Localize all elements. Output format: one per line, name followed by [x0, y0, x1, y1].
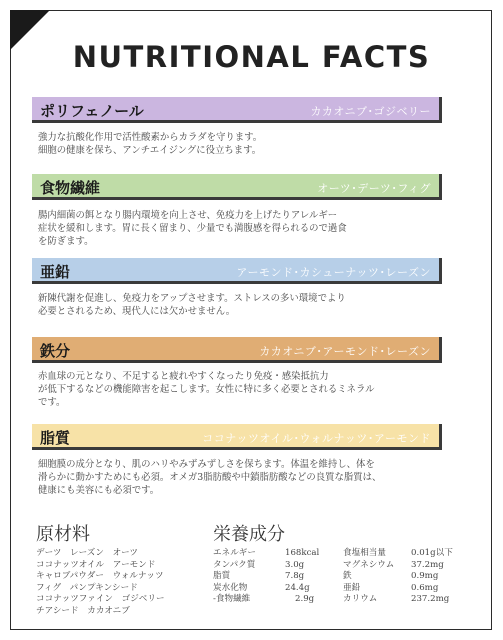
description-line: が低下するなどの機能障害を起こします。女性に特に多く必要とされるミネラル [38, 384, 375, 395]
nutrient-label: 炭水化物 [213, 582, 248, 593]
nutrient-label: -食物繊維 [213, 594, 251, 605]
nutrient-label: 脂質 [213, 571, 231, 582]
nutrient-label: エネルギー [213, 548, 256, 558]
table-row [213, 548, 453, 560]
nutrient-value: 3.0g [285, 559, 305, 570]
section-sources: アーモンド･カシューナッツ･レーズン [236, 266, 431, 279]
section-name: 食物繊維 [40, 179, 101, 197]
section-bar-fat [32, 424, 442, 450]
ingredient-line: キャロブパウダー ウォルナッツ [36, 571, 164, 582]
section-name: 脂質 [40, 429, 71, 447]
section-sources: カカオニブ･アーモンド･レーズン [259, 345, 431, 358]
section-name: ポリフェノール [40, 102, 144, 120]
section-description-polyphenol [38, 131, 468, 157]
nutrition-table [213, 548, 453, 606]
section-sources: オーツ･デーツ･フィグ [317, 182, 431, 195]
section-name: 鉄分 [40, 342, 71, 360]
nutrient-value: 0.6mg [411, 582, 439, 593]
description-line: 健康にも美容にも必須です。 [38, 485, 160, 496]
description-line: 細胞の健康を保ち、アンチエイジングに役立ちます。 [38, 145, 262, 156]
nutrient-label: マグネシウム [343, 559, 395, 570]
nutrient-value: 37.2mg [411, 559, 444, 570]
section-description-zinc [38, 292, 468, 318]
ingredients-heading: 原材料 [36, 524, 90, 545]
nutrient-value: 7.8g [285, 571, 305, 582]
table-row [213, 594, 453, 606]
section-description-fat [38, 458, 468, 497]
section-sources: カカオニブ･ゴジベリー [310, 105, 431, 118]
section-bar-iron [32, 337, 442, 363]
description-line: 腸内細菌の餌となり腸内環境を向上させ、免疫力を上げたりアレルギー [38, 210, 338, 221]
nutrient-value: 168kcal [285, 548, 320, 558]
description-line: を防ぎます。 [38, 236, 94, 247]
ingredient-line: ココナッツオイル アーモンド [36, 559, 156, 570]
table-row [213, 571, 453, 583]
ingredient-line: チアシード カカオニブ [36, 605, 130, 616]
description-line: 細胞膜の成分となり、肌のハリやみずみずしさを保ちます。体温を維持し、体を [38, 459, 375, 470]
description-line: 滑らかに動かすためにも必須。オメガ3脂肪酸や中鎖脂肪酸などの良質な脂質は、 [38, 472, 382, 483]
description-line: 新陳代謝を促進し、免疫力をアップさせます。ストレスの多い環境でより [38, 293, 346, 304]
nutrient-label: カリウム [343, 594, 378, 605]
nutrient-value: 0.01g以下 [411, 548, 453, 558]
ingredients-list [36, 548, 165, 618]
section-bar-zinc [32, 258, 442, 284]
nutrient-value: 24.4g [285, 582, 310, 593]
ingredient-line: デーツ レーズン オーツ [36, 548, 139, 558]
description-line: です。 [38, 397, 66, 408]
section-sources: ココナッツオイル･ウォルナッツ･アーモンド [202, 432, 431, 445]
description-line: 症状を緩和します。胃に長く留まり、少量でも満腹感を得られるので過食 [38, 223, 347, 234]
nutrient-value: 237.2mg [411, 594, 450, 605]
page-title: NUTRITIONAL FACTS [72, 40, 431, 74]
section-name: 亜鉛 [40, 263, 71, 281]
ingredient-line: ココナッツファイン ゴジベリー [36, 594, 165, 605]
ingredient-line: フィグ パンプキンシード [36, 582, 138, 593]
nutrient-label: タンパク質 [213, 559, 256, 570]
description-line: 必要とされるため、現代人には欠かせません。 [38, 306, 236, 317]
nutrient-value: 2.9g [295, 594, 315, 605]
nutrient-value: 0.9mg [411, 571, 439, 582]
nutrient-label: 鉄 [343, 571, 352, 582]
table-row [213, 560, 453, 572]
nutrient-label: 食塩相当量 [343, 548, 386, 558]
description-line: 赤血球の元となり、不足すると疲れやすくなったり免疫・感染抵抗力 [38, 371, 329, 382]
section-description-iron [38, 370, 468, 409]
description-line: 強力な抗酸化作用で活性酸素からカラダを守ります。 [38, 132, 263, 143]
section-bar-polyphenol [32, 97, 442, 123]
table-row [213, 583, 453, 595]
nutrition-heading: 栄養成分 [213, 524, 285, 545]
nutrient-label: 亜鉛 [343, 582, 361, 593]
section-description-fiber [38, 209, 468, 248]
section-bar-fiber [32, 174, 442, 200]
